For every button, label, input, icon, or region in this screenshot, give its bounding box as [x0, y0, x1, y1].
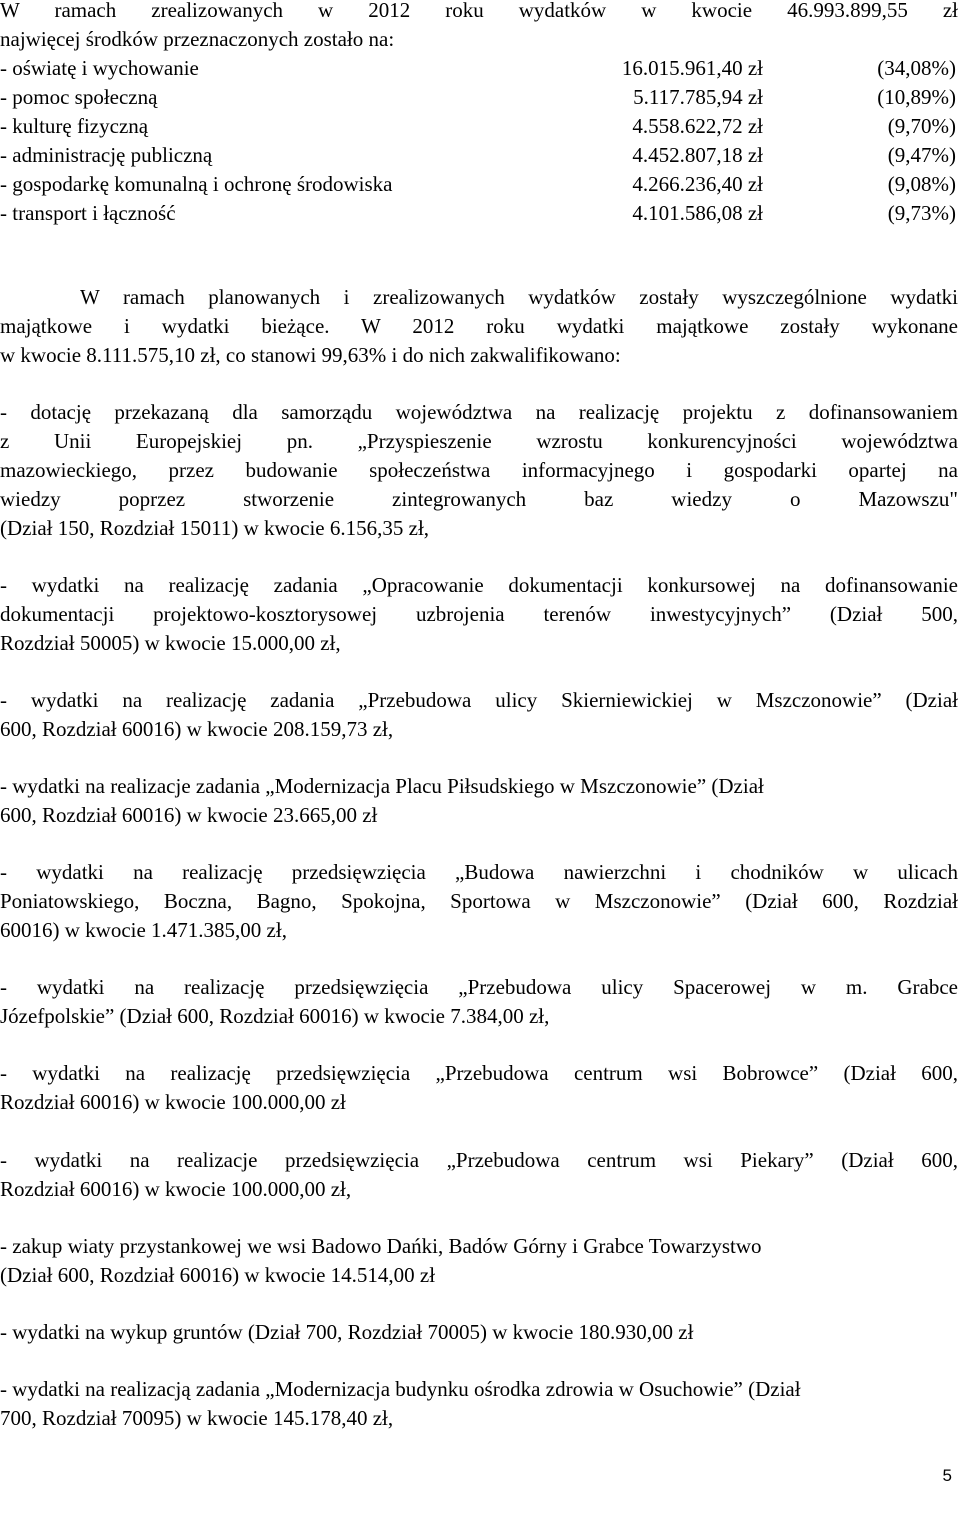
list-item-line: - wydatki na realizację zadania „Opracowanie dokumentacji konkursowej na dofinansowanie	[0, 573, 958, 597]
paragraph-line: majątkowe i wydatki bieżące. W 2012 roku wydatki majątkowe zostały wykonane	[0, 314, 958, 338]
list-item-line: - wydatki na realizację zadania „Przebudowa ulicy Skierniewickiej w Mszczonowie” (Dział	[0, 688, 958, 712]
list-item-line: - wydatki na realizacje przedsięwzięcia „Przebudowa centrum wsi Piekary” (Dział 600,	[0, 1148, 958, 1172]
list-item-line: 600, Rozdział 60016) w kwocie 208.159,73 zł,	[0, 717, 394, 741]
list-item-line: wiedzy poprzez stworzenie zintegrowanych baz wiedzy o Mazowszu"	[0, 487, 958, 511]
list-item-line: - wydatki na realizacje zadania „Modernizacja Placu Piłsudskiego w Mszczonowie” (Dział	[0, 774, 764, 798]
list-item-line: - wydatki na realizację przedsięwzięcia „Przebudowa ulicy Spacerowej w m. Grabce	[0, 975, 958, 999]
list-item-line: - wydatki na wykup gruntów (Dział 700, Rozdział 70005) w kwocie 180.930,00 zł	[0, 1320, 694, 1344]
category-row	[0, 54, 960, 83]
category-label: - administrację publiczną	[0, 143, 213, 167]
list-item-line: Rozdział 60016) w kwocie 100.000,00 zł	[0, 1090, 346, 1114]
category-label: - gospodarkę komunalną i ochronę środowiska	[0, 172, 393, 196]
category-amount: 4.266.236,40 zł	[632, 172, 763, 196]
paragraph-line: W ramach planowanych i zrealizowanych wydatków zostały wyszczególnione wydatki	[80, 285, 958, 309]
category-percent: (9,47%)	[887, 143, 956, 167]
list-item-line: (Dział 600, Rozdział 60016) w kwocie 14.514,00 zł	[0, 1263, 436, 1287]
list-item-line: Poniatowskiego, Boczna, Bagno, Spokojna, Sportowa w Mszczonowie” (Dział 600, Rozdział	[0, 889, 958, 913]
category-row	[0, 141, 960, 170]
category-label: - pomoc społeczną	[0, 85, 158, 109]
category-label: - kulturę fizyczną	[0, 114, 149, 138]
list-item-line: 600, Rozdział 60016) w kwocie 23.665,00 zł	[0, 803, 378, 827]
list-item-line: Rozdział 50005) w kwocie 15.000,00 zł,	[0, 631, 341, 655]
category-percent: (9,08%)	[887, 172, 956, 196]
intro-line-2: najwięcej środków przeznaczonych zostało na:	[0, 27, 395, 51]
list-item-line: - wydatki na realizację przedsięwzięcia „Budowa nawierzchni i chodników w ulicach	[0, 860, 958, 884]
list-item-line: - zakup wiaty przystankowej we wsi Badowo Dańki, Badów Górny i Grabce Towarzystwo	[0, 1234, 762, 1258]
list-item-line: - wydatki na realizacją zadania „Modernizacja budynku ośrodka zdrowia w Osuchowie” (Dział	[0, 1377, 801, 1401]
category-percent: (10,89%)	[877, 85, 956, 109]
intro-line-1: W ramach zrealizowanych w 2012 roku wydatków w kwocie 46.993.899,55 zł	[0, 0, 958, 22]
category-row	[0, 170, 960, 199]
category-label: - oświatę i wychowanie	[0, 56, 199, 80]
category-amount: 4.558.622,72 zł	[632, 114, 763, 138]
list-item-line: z Unii Europejskiej pn. „Przyspieszenie wzrostu konkurencyjności województwa	[0, 429, 958, 453]
list-item-line: Rozdział 60016) w kwocie 100.000,00 zł,	[0, 1177, 352, 1201]
list-item-line: (Dział 150, Rozdział 15011) w kwocie 6.156,35 zł,	[0, 516, 430, 540]
list-item-line: 700, Rozdział 70095) w kwocie 145.178,40 zł,	[0, 1406, 394, 1430]
list-item-line: - dotację przekazaną dla samorządu województwa na realizację projektu z dofinansowaniem	[0, 400, 958, 424]
category-amount: 4.452.807,18 zł	[632, 143, 763, 167]
page-number: 5	[942, 1466, 952, 1485]
list-item-line: 60016) w kwocie 1.471.385,00 zł,	[0, 918, 287, 942]
category-amount: 16.015.961,40 zł	[621, 56, 763, 80]
list-item-line: mazowieckiego, przez budowanie społeczeństwa informacyjnego i gospodarki opartej na	[0, 458, 958, 482]
category-amount: 4.101.586,08 zł	[632, 201, 763, 225]
category-label: - transport i łączność	[0, 201, 176, 225]
category-row	[0, 83, 960, 112]
category-percent: (34,08%)	[877, 56, 956, 80]
category-amount: 5.117.785,94 zł	[633, 85, 763, 109]
category-percent: (9,73%)	[887, 201, 956, 225]
list-item-line: dokumentacji projektowo-kosztorysowej uzbrojenia terenów inwestycyjnych” (Dział 500,	[0, 602, 958, 626]
list-item-line: Józefpolskie” (Dział 600, Rozdział 60016) w kwocie 7.384,00 zł,	[0, 1004, 550, 1028]
category-row	[0, 199, 960, 228]
category-percent: (9,70%)	[887, 114, 956, 138]
list-item-line: - wydatki na realizację przedsięwzięcia „Przebudowa centrum wsi Bobrowce” (Dział 600,	[0, 1061, 958, 1085]
category-row	[0, 112, 960, 141]
paragraph-line: w kwocie 8.111.575,10 zł, co stanowi 99,63% i do nich zakwalifikowano:	[0, 343, 621, 367]
